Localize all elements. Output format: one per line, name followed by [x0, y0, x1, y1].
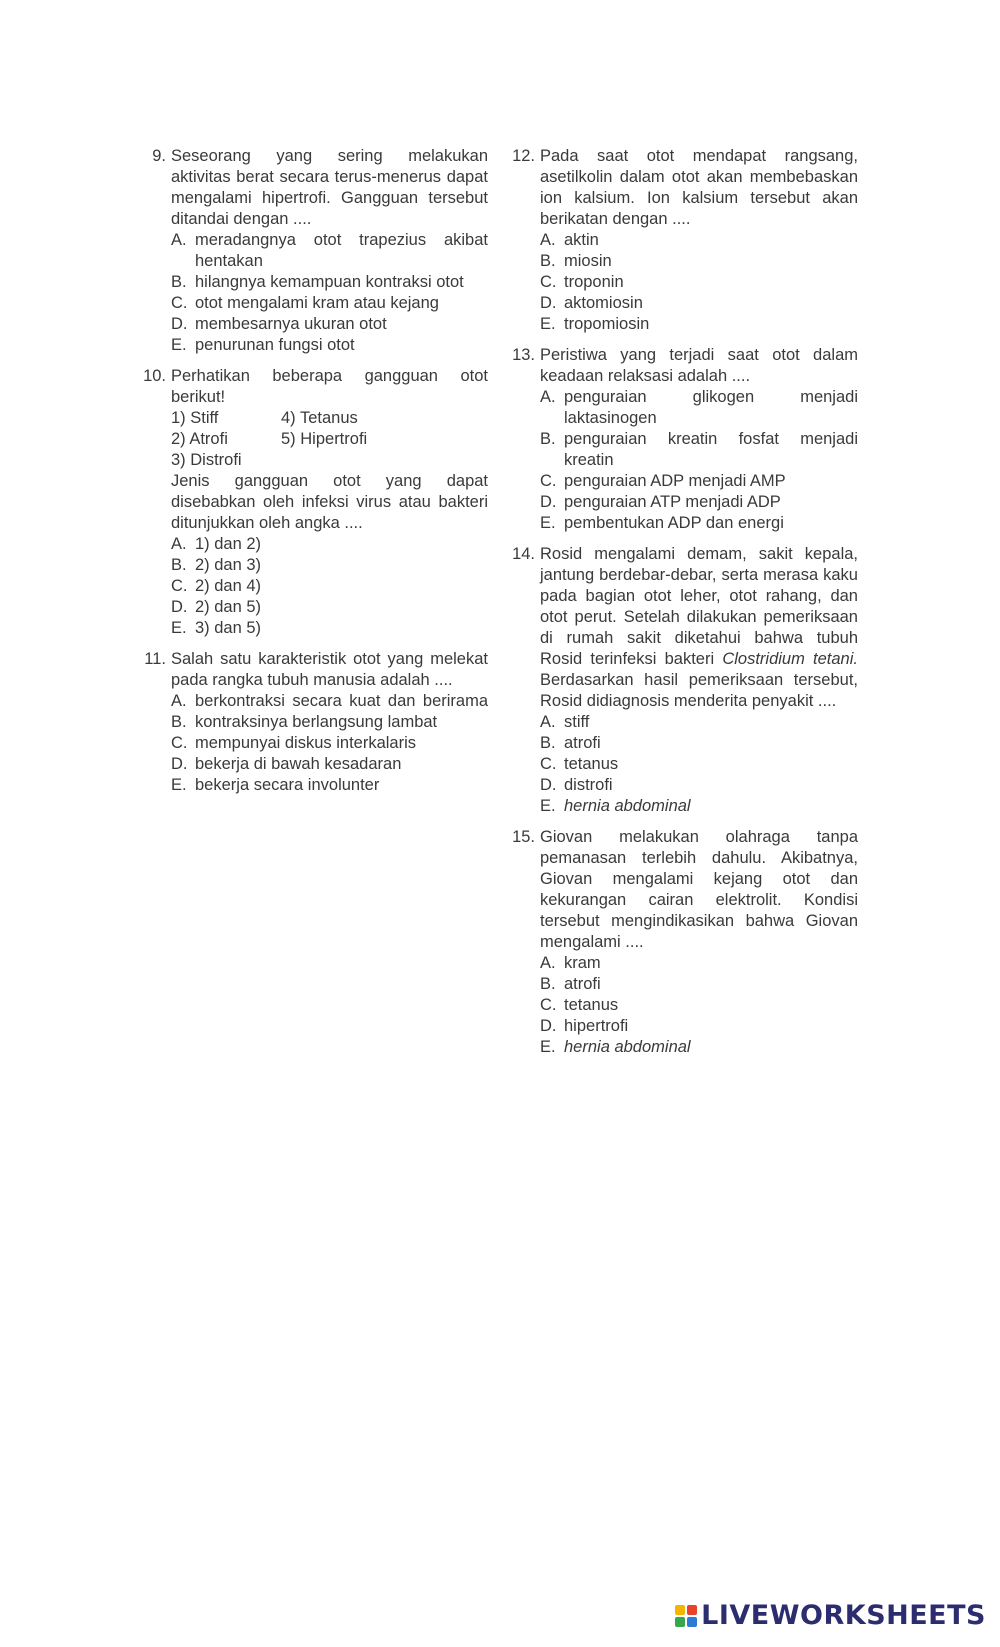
option-b[interactable]: [540, 974, 858, 995]
question-12: [503, 146, 858, 335]
list-item: 4) Tetanus: [281, 409, 358, 427]
question-number: 14.: [512, 545, 535, 563]
option-e[interactable]: [171, 775, 488, 796]
question-number: 13.: [512, 346, 535, 364]
option-text: hernia abdominal: [564, 797, 691, 815]
option-c[interactable]: [540, 995, 858, 1016]
option-b[interactable]: [540, 429, 858, 471]
option-letter: E.: [540, 315, 556, 333]
option-text: hipertrofi: [564, 1017, 629, 1035]
option-text: 2) dan 5): [195, 598, 262, 616]
option-text: pembentukan ADP dan energi: [564, 514, 784, 532]
list-item: 5) Hipertrofi: [281, 430, 368, 448]
question-11: [134, 649, 488, 796]
question-number: 12.: [512, 147, 535, 165]
right-column: [503, 146, 858, 1068]
logo-square: [687, 1605, 697, 1615]
option-a[interactable]: [540, 230, 858, 251]
option-text: otot mengalami kram atau kejang: [195, 294, 439, 312]
list-item: 3) Distrofi: [171, 451, 242, 469]
option-letter: D.: [171, 755, 188, 773]
option-text: tetanus: [564, 996, 619, 1014]
option-a[interactable]: [540, 712, 858, 733]
option-text: 1) dan 2): [195, 535, 262, 553]
option-e[interactable]: [540, 314, 858, 335]
option-letter: E.: [540, 1038, 556, 1056]
option-letter: D.: [171, 598, 188, 616]
option-letter: E.: [171, 776, 187, 794]
question-stem: Perhatikan beberapa gangguan otot berikut!: [171, 367, 488, 406]
option-letter: C.: [171, 734, 188, 752]
option-c[interactable]: [171, 733, 488, 754]
option-letter: E.: [171, 619, 187, 637]
option-d[interactable]: [171, 314, 488, 335]
question-14: [503, 544, 858, 817]
option-letter: E.: [171, 336, 187, 354]
list-item: 2) Atrofi: [171, 430, 228, 448]
option-text: tropomiosin: [564, 315, 650, 333]
option-letter: C.: [540, 755, 557, 773]
option-c[interactable]: [540, 754, 858, 775]
option-text: penguraian ATP menjadi ADP: [564, 493, 781, 511]
option-a[interactable]: [171, 230, 488, 272]
option-text: hernia abdominal: [564, 1038, 691, 1056]
list-item: 1) Stiff: [171, 409, 219, 427]
option-letter: B.: [540, 734, 556, 752]
option-letter: B.: [540, 975, 556, 993]
option-text: penguraian kreatin fosfat menjadi kreatin: [564, 430, 858, 469]
option-text: penguraian ADP menjadi AMP: [564, 472, 786, 490]
option-letter: A.: [171, 535, 187, 553]
option-a[interactable]: [171, 691, 488, 712]
option-text: penguraian glikogen menjadi laktasinogen: [564, 388, 858, 427]
liveworksheets-logo[interactable]: [675, 1600, 986, 1631]
option-letter: C.: [540, 996, 557, 1014]
option-letter: A.: [540, 388, 556, 406]
option-letter: B.: [171, 273, 187, 291]
question-stem: Salah satu karakteristik otot yang melekat pada rangka tubuh manusia adalah ....: [171, 650, 488, 689]
option-letter: D.: [540, 493, 557, 511]
option-text: aktomiosin: [564, 294, 643, 312]
option-text: atrofi: [564, 734, 601, 752]
option-letter: A.: [171, 692, 187, 710]
option-d[interactable]: [171, 597, 488, 618]
option-text: berkontraksi secara kuat dan berirama: [195, 692, 488, 710]
option-text: stiff: [564, 713, 590, 731]
option-letter: D.: [171, 315, 188, 333]
option-text: membesarnya ukuran otot: [195, 315, 387, 333]
option-a[interactable]: [540, 953, 858, 974]
option-a[interactable]: [171, 534, 488, 555]
option-letter: A.: [540, 713, 556, 731]
option-b[interactable]: [540, 733, 858, 754]
option-letter: C.: [540, 273, 557, 291]
option-letter: D.: [540, 1017, 557, 1035]
question-number: 15.: [512, 828, 535, 846]
left-column: [134, 146, 488, 806]
stem-text-continued: Berdasarkan hasil pemeriksaan tersebut, Rosid didiagnosis menderita penyakit ....: [540, 671, 858, 710]
option-b[interactable]: [540, 251, 858, 272]
option-e[interactable]: [540, 796, 858, 817]
option-text: bekerja secara involunter: [195, 776, 380, 794]
option-letter: A.: [171, 231, 187, 249]
option-text: hilangnya kemampuan kontraksi otot: [195, 273, 464, 291]
option-text: troponin: [564, 273, 624, 291]
option-text: penurunan fungsi otot: [195, 336, 355, 354]
bacteria-name: Clostridium tetani.: [722, 650, 858, 668]
option-letter: E.: [540, 797, 556, 815]
logo-square: [687, 1617, 697, 1627]
option-letter: B.: [171, 713, 187, 731]
question-13: [503, 345, 858, 534]
option-letter: A.: [540, 231, 556, 249]
option-text: miosin: [564, 252, 612, 270]
option-text: 2) dan 3): [195, 556, 262, 574]
option-b[interactable]: [171, 712, 488, 733]
disorder-list: [171, 408, 488, 471]
stem-text: Rosid mengalami demam, sakit kepala, jantung berdebar-debar, serta merasa kaku pada bagian otot leher, otot rahang, dan otot perut. Setelah dilakukan pemeriksaan di rumah sakit diketahui bahwa tubuh Rosid terinfeksi bakteri: [540, 545, 858, 668]
option-c[interactable]: [540, 471, 858, 492]
question-stem-continued: Jenis gangguan otot yang dapat disebabkan oleh infeksi virus atau bakteri ditunjukkan oleh angka ....: [171, 472, 488, 532]
option-text: aktin: [564, 231, 599, 249]
option-c[interactable]: [540, 272, 858, 293]
option-d[interactable]: [171, 754, 488, 775]
option-text: bekerja di bawah kesadaran: [195, 755, 402, 773]
option-letter: A.: [540, 954, 556, 972]
option-letter: C.: [171, 577, 188, 595]
question-stem: [540, 544, 858, 712]
option-letter: B.: [540, 252, 556, 270]
question-number: 11.: [144, 650, 166, 668]
question-15: [503, 827, 858, 1058]
option-letter: B.: [540, 430, 556, 448]
option-b[interactable]: [171, 555, 488, 576]
option-letter: C.: [171, 294, 188, 312]
option-letter: C.: [540, 472, 557, 490]
option-text: 3) dan 5): [195, 619, 262, 637]
question-stem: Giovan melakukan olahraga tanpa pemanasan terlebih dahulu. Akibatnya, Giovan mengalami kejang otot dan kekurangan cairan elektrolit. Kondisi tersebut mengindikasikan bahwa Giovan mengalami ....: [540, 828, 858, 951]
question-10: [134, 366, 488, 639]
option-text: mempunyai diskus interkalaris: [195, 734, 417, 752]
option-b[interactable]: [171, 272, 488, 293]
logo-square: [675, 1617, 685, 1627]
option-letter: D.: [540, 776, 557, 794]
option-text: atrofi: [564, 975, 601, 993]
option-text: kram: [564, 954, 601, 972]
option-text: meradangnya otot trapezius akibat hentakan: [195, 231, 488, 270]
logo-square: [675, 1605, 685, 1615]
option-text: kontraksinya berlangsung lambat: [195, 713, 438, 731]
option-d[interactable]: [540, 492, 858, 513]
question-number: 10.: [143, 367, 166, 385]
option-a[interactable]: [540, 387, 858, 429]
question-number: 9.: [152, 147, 166, 165]
option-c[interactable]: [171, 576, 488, 597]
option-d[interactable]: [540, 1016, 858, 1037]
question-stem: Peristiwa yang terjadi saat otot dalam keadaan relaksasi adalah ....: [540, 346, 858, 385]
option-e[interactable]: [171, 618, 488, 639]
option-letter: B.: [171, 556, 187, 574]
option-e[interactable]: [540, 1037, 858, 1058]
option-text: 2) dan 4): [195, 577, 262, 595]
option-c[interactable]: [171, 293, 488, 314]
option-d[interactable]: [540, 293, 858, 314]
question-9: [134, 146, 488, 356]
option-letter: D.: [540, 294, 557, 312]
liveworksheets-logo-icon: [675, 1605, 697, 1627]
option-d[interactable]: [540, 775, 858, 796]
option-letter: E.: [540, 514, 556, 532]
question-stem: Seseorang yang sering melakukan aktivitas berat secara terus-menerus dapat mengalami hipertrofi. Gangguan tersebut ditandai dengan ....: [171, 147, 488, 228]
option-text: tetanus: [564, 755, 619, 773]
option-e[interactable]: [171, 335, 488, 356]
option-text: distrofi: [564, 776, 613, 794]
option-e[interactable]: [540, 513, 858, 534]
question-stem: Pada saat otot mendapat rangsang, asetilkolin dalam otot akan membebaskan ion kalsium. Ion kalsium tersebut akan berikatan dengan ....: [540, 147, 858, 228]
brand-text: LIVEWORKSHEETS: [701, 1600, 986, 1631]
